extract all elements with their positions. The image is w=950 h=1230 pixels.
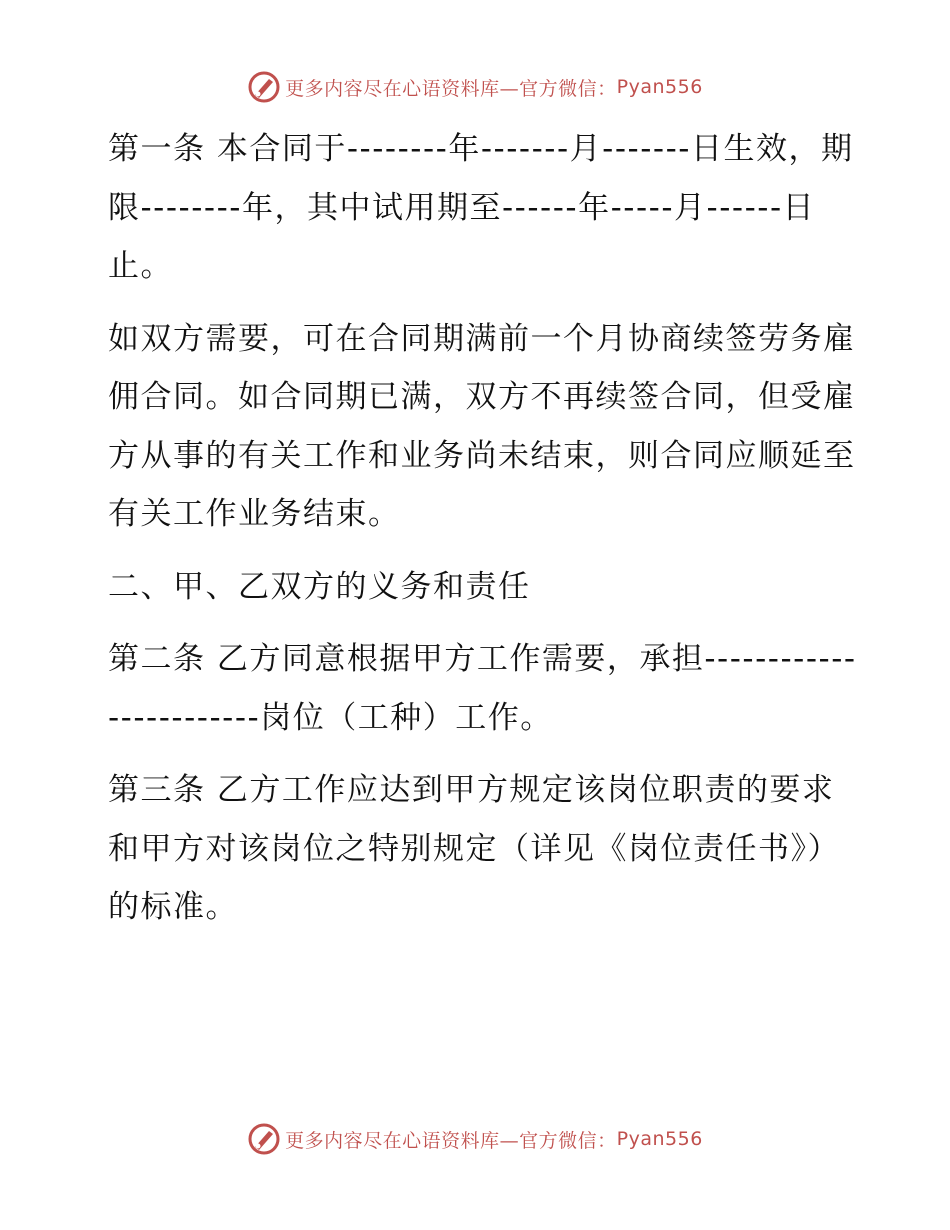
pen-logo-icon [247,70,281,104]
paragraph-renewal: 如双方需要，可在合同期满前一个月协商续签劳务雇佣合同。如合同期已满，双方不再续签合同，但受雇方从事的有关工作和业务尚未结束，则合同应顺延至有关工作业务结束。 [108,320,856,532]
paragraph-article-3: 第三条 乙方工作应达到甲方规定该岗位职责的要求和甲方对该岗位之特别规定（详见《岗位责任书》）的标准。 [108,772,840,925]
watermark-text: 更多内容尽在心语资料库—官方微信： [285,77,617,100]
watermark-text: 更多内容尽在心语资料库—官方微信： [285,1129,617,1152]
pen-logo-icon [247,1122,281,1156]
document-body [98,120,858,951]
header-watermark [0,70,950,104]
watermark-handle: Pyan556 [616,76,703,98]
footer-watermark [0,1122,950,1156]
watermark-handle: Pyan556 [616,1128,703,1150]
paragraph-article-1: 第一条 本合同于--------年-------月-------日生效，期限--------年，其中试用期至------年-----月------日止。 [108,131,854,284]
section-heading-duties: 二、甲、乙双方的义务和责任 [108,568,531,605]
paragraph-article-2: 第二条 乙方同意根据甲方工作需要，承担------------------------岗位（工种）工作。 [108,641,857,736]
